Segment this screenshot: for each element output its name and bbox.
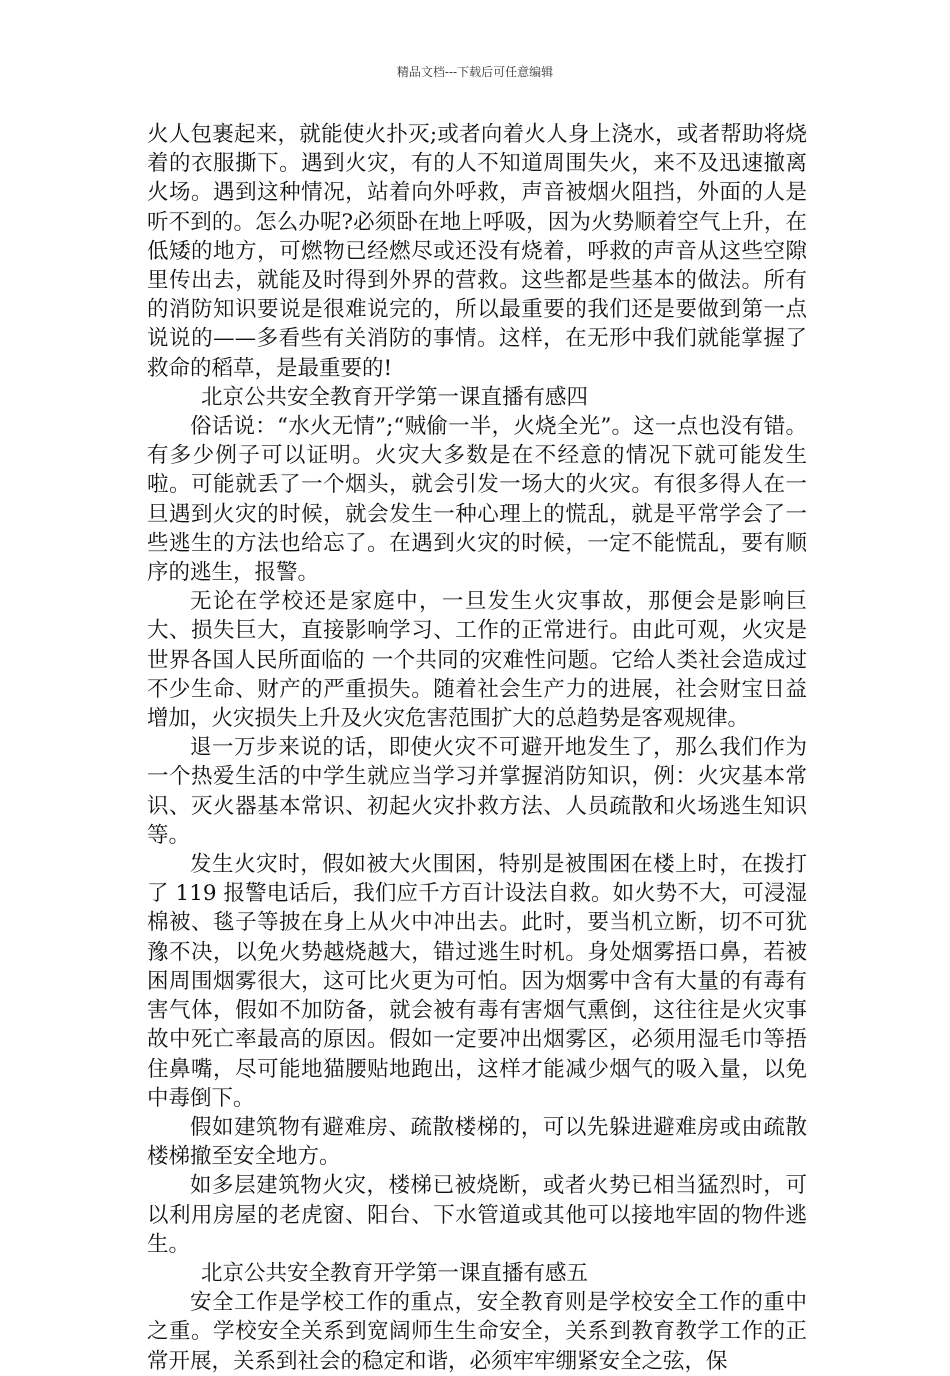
paragraph: 无论在学校还是家庭中，一旦发生火灾事故，那便会是影响巨大、损失巨大，直接影响学习、工作的正常进行。由此可观，火灾是世界各国人民所面临的 一个共同的灾难性问题。它给人类社会造成过不少生命、财产的严重损失。随着社会生产力的进展，社会财宝日益增加，火灾损失上升及火灾危害范围扩大的总趋势是客观规律。 [147,589,807,732]
paragraph: 俗话说：“水火无情”;“贼偷一半，火烧全光”。这一点也没有错。有多少例子可以证明。火灾大多数是在不经意的情况下就可能发生啦。可能就丢了一个烟头，就会引发一场大的火灾。有很多得人在一旦遇到火灾的时候，就会发生一种心理上的慌乱，就是平常学会了一些逃生的方法也给忘了。在遇到火灾的时候，一定不能慌乱，要有顺序的逃生，报警。 [147,414,807,586]
paragraph: 安全工作是学校工作的重点，安全教育则是学校安全工作的重中之重。学校安全关系到宽阔师生生命安全，关系到教育教学工作的正常开展，关系到社会的稳定和谐，必须牢牢绷紧安全之弦，保 [147,1290,807,1374]
paragraph: 假如建筑物有避难房、疏散楼梯的，可以先躲进避难房或由疏散楼梯撤至安全地方。 [147,1114,807,1170]
section-heading-4: 北京公共安全教育开学第一课直播有感四 [201,384,589,410]
section-heading-5: 北京公共安全教育开学第一课直播有感五 [201,1260,589,1286]
paragraph: 如多层建筑物火灾，楼梯已被烧断，或者火势已相当猛烈时，可以利用房屋的老虎窗、阳台、下水管道或其他可以接地牢固的物件逃生。 [147,1173,807,1257]
document-body [147,120,807,1376]
page-header: 精品文档---下载后可任意编辑 [396,65,554,79]
paragraph: 退一万步来说的话，即使火灾不可避开地发生了，那么我们作为一个热爱生活的中学生就应当学习并掌握消防知识，例：火灾基本常识、灭火器基本常识、初起火灾扑救方法、人员疏散和火场逃生知识等。 [147,735,807,848]
paragraph: 发生火灾时，假如被大火围困，特别是被围困在楼上时，在拨打了 119 报警电话后，我们应千方百计设法自救。如火势不大，可浸湿棉被、毯子等披在身上从火中冲出去。此时，要当机立断，切不可犹豫不决，以免火势越烧越大，错过逃生时机。身处烟雾捂口鼻，若被困周围烟雾很大，这可比火更为可怕。因为烟雾中含有大量的有毒有害气体，假如不加防备，就会被有毒有害烟气熏倒，这往往是火灾事故中死亡率最高的原因。假如一定要冲出烟雾区，必须用湿毛巾等捂住鼻嘴，尽可能地猫腰贴地跑出，这样才能减少烟气的吸入量，以免中毒倒下。 [147,852,807,1111]
paragraph-continued: 火人包裹起来，就能使火扑灭;或者向着火人身上浇水，或者帮助将烧着的衣服撕下。遇到火灾，有的人不知道周围失火，来不及迅速撤离火场。遇到这种情况，站着向外呼救，声音被烟火阻挡，外面的人是听不到的。怎么办呢?必须卧在地上呼吸，因为火势顺着空气上升，在低矮的地方，可燃物已经燃尽或还没有烧着，呼救的声音从这些空隙里传出去，就能及时得到外界的营救。这些都是些基本的做法。所有的消防知识要说是很难说完的，所以最重要的我们还是要做到第一点说说的——多看些有关消防的事情。这样，在无形中我们就能掌握了救命的稻草，是最重要的! [147,122,807,381]
